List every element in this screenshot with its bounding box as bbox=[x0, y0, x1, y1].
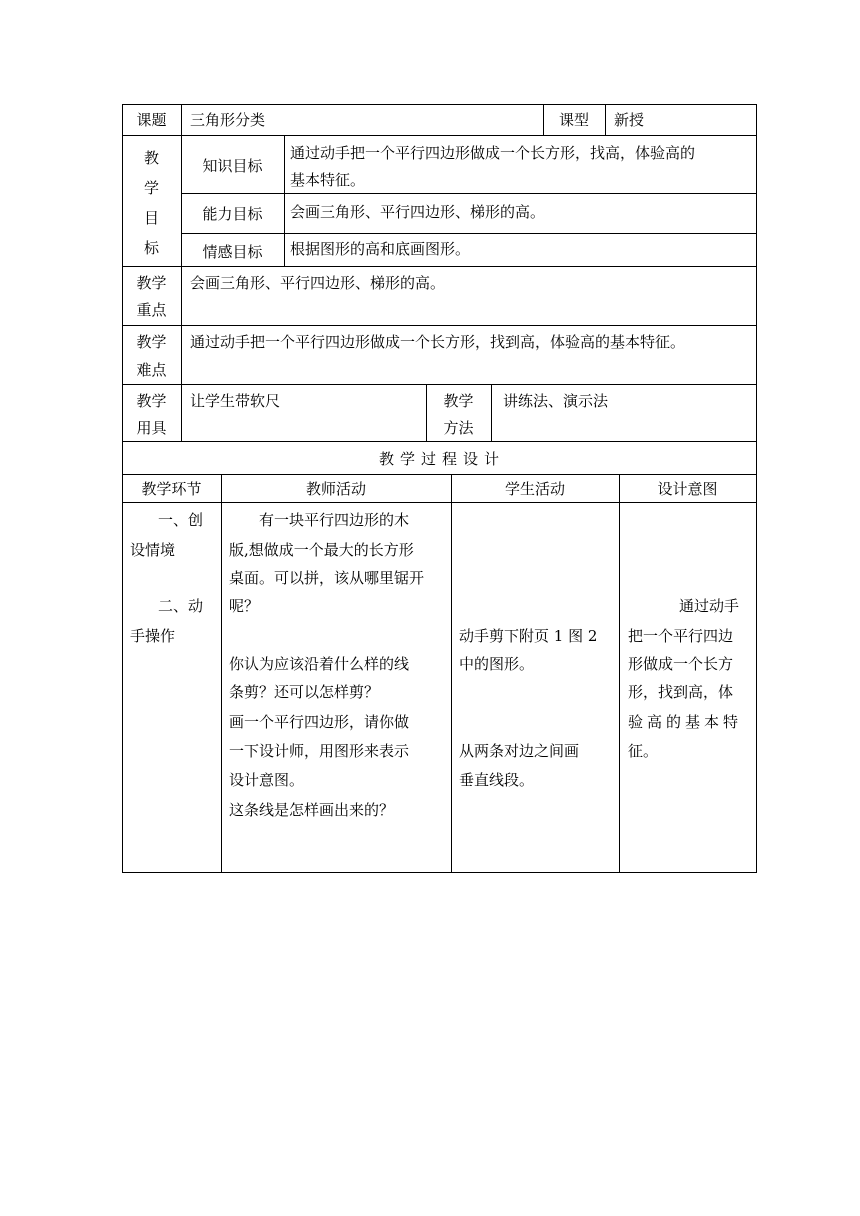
teacher-activity-line: 你认为应该沿着什么样的线 bbox=[229, 655, 410, 673]
method-text: 讲练法、演示法 bbox=[503, 392, 609, 410]
method-label: 方法 bbox=[443, 419, 474, 437]
col-header-stage: 教学环节 bbox=[141, 480, 202, 498]
student-activity-line: 动手剪下附页 1 图 2 bbox=[459, 627, 598, 645]
teacher-activity-line: 设计意图。 bbox=[229, 771, 305, 789]
teacher-activity-line: 有一块平行四边形的木 bbox=[259, 511, 410, 529]
row-divider bbox=[122, 266, 756, 267]
key-point-label: 重点 bbox=[136, 301, 167, 319]
table-right-border bbox=[756, 104, 757, 873]
col-divider bbox=[491, 384, 492, 442]
col-divider bbox=[221, 474, 222, 873]
knowledge-goal-text: 通过动手把一个平行四边形做成一个长方形，找高，体验高的 bbox=[290, 144, 696, 162]
col-divider bbox=[181, 104, 182, 442]
topic-value: 三角形分类 bbox=[190, 111, 266, 129]
tools-label: 用具 bbox=[136, 419, 167, 437]
teacher-activity-line: 画一个平行四边形，请你做 bbox=[229, 713, 410, 731]
key-point-text: 会画三角形、平行四边形、梯形的高。 bbox=[190, 274, 446, 292]
teacher-activity-line: 呢？ bbox=[229, 597, 260, 615]
goals-label-char: 目 bbox=[143, 209, 159, 227]
goals-label-char: 学 bbox=[143, 179, 159, 197]
stage-2-line: 二、动 bbox=[158, 597, 204, 615]
teacher-activity-line: 版,想做成一个最大的长方形 bbox=[229, 541, 414, 559]
design-intent-line: 征。 bbox=[628, 742, 659, 760]
tools-text: 让学生带软尺 bbox=[190, 392, 281, 410]
knowledge-goal-text: 基本特征。 bbox=[290, 171, 366, 189]
design-intent-line: 形做成一个长方 bbox=[628, 655, 734, 673]
difficulty-text: 通过动手把一个平行四边形做成一个长方形，找到高，体验高的基本特征。 bbox=[190, 333, 686, 351]
teacher-activity-line: 桌面。可以拼，该从哪里锯开 bbox=[229, 569, 425, 587]
row-divider bbox=[122, 441, 756, 442]
emotion-goal-text: 根据图形的高和底画图形。 bbox=[290, 240, 471, 258]
key-point-label: 教学 bbox=[136, 274, 167, 292]
row-divider bbox=[181, 193, 756, 194]
row-divider bbox=[122, 135, 756, 136]
table-top-border bbox=[122, 104, 756, 105]
col-header-student: 学生活动 bbox=[504, 480, 565, 498]
stage-1-line: 设情境 bbox=[130, 541, 176, 559]
type-label: 课型 bbox=[558, 111, 589, 129]
row-divider bbox=[122, 474, 756, 475]
stage-1-line: 一、创 bbox=[158, 511, 204, 529]
col-divider bbox=[605, 104, 606, 136]
row-divider bbox=[122, 325, 756, 326]
student-activity-line: 垂直线段。 bbox=[459, 771, 535, 789]
student-activity-line: 从两条对边之间画 bbox=[459, 742, 580, 760]
knowledge-goal-label: 知识目标 bbox=[202, 157, 263, 175]
row-divider bbox=[181, 233, 756, 234]
col-header-teacher: 教师活动 bbox=[305, 480, 366, 498]
type-value: 新授 bbox=[614, 111, 645, 129]
stage-2-line: 手操作 bbox=[130, 627, 176, 645]
method-label: 教学 bbox=[443, 392, 474, 410]
student-activity-line: 中的图形。 bbox=[459, 655, 535, 673]
ability-goal-text: 会画三角形、平行四边形、梯形的高。 bbox=[290, 203, 546, 221]
teacher-activity-line: 条剪？还可以怎样剪？ bbox=[229, 683, 380, 701]
row-divider bbox=[122, 502, 756, 503]
process-title: 教学过程设计 bbox=[378, 450, 505, 468]
design-intent-line: 把一个平行四边 bbox=[628, 627, 734, 645]
design-intent-line: 验高的基本特 bbox=[628, 713, 743, 731]
goals-label-char: 教 bbox=[143, 149, 159, 167]
col-divider bbox=[619, 474, 620, 873]
difficulty-label: 教学 bbox=[136, 333, 167, 351]
col-header-intent: 设计意图 bbox=[657, 480, 718, 498]
ability-goal-label: 能力目标 bbox=[202, 205, 263, 223]
difficulty-label: 难点 bbox=[136, 361, 167, 379]
topic-label: 课题 bbox=[136, 111, 167, 129]
col-divider bbox=[284, 135, 285, 267]
col-divider bbox=[451, 474, 452, 873]
design-intent-line: 形，找到高，体 bbox=[628, 683, 734, 701]
table-bottom-border bbox=[122, 872, 756, 873]
goals-label-char: 标 bbox=[143, 239, 159, 257]
teacher-activity-line: 这条线是怎样画出来的？ bbox=[229, 801, 395, 819]
emotion-goal-label: 情感目标 bbox=[202, 243, 263, 261]
design-intent-line: 通过动手 bbox=[679, 597, 740, 615]
row-divider bbox=[122, 384, 756, 385]
tools-label: 教学 bbox=[136, 392, 167, 410]
teacher-activity-line: 一下设计师，用图形来表示 bbox=[229, 742, 410, 760]
